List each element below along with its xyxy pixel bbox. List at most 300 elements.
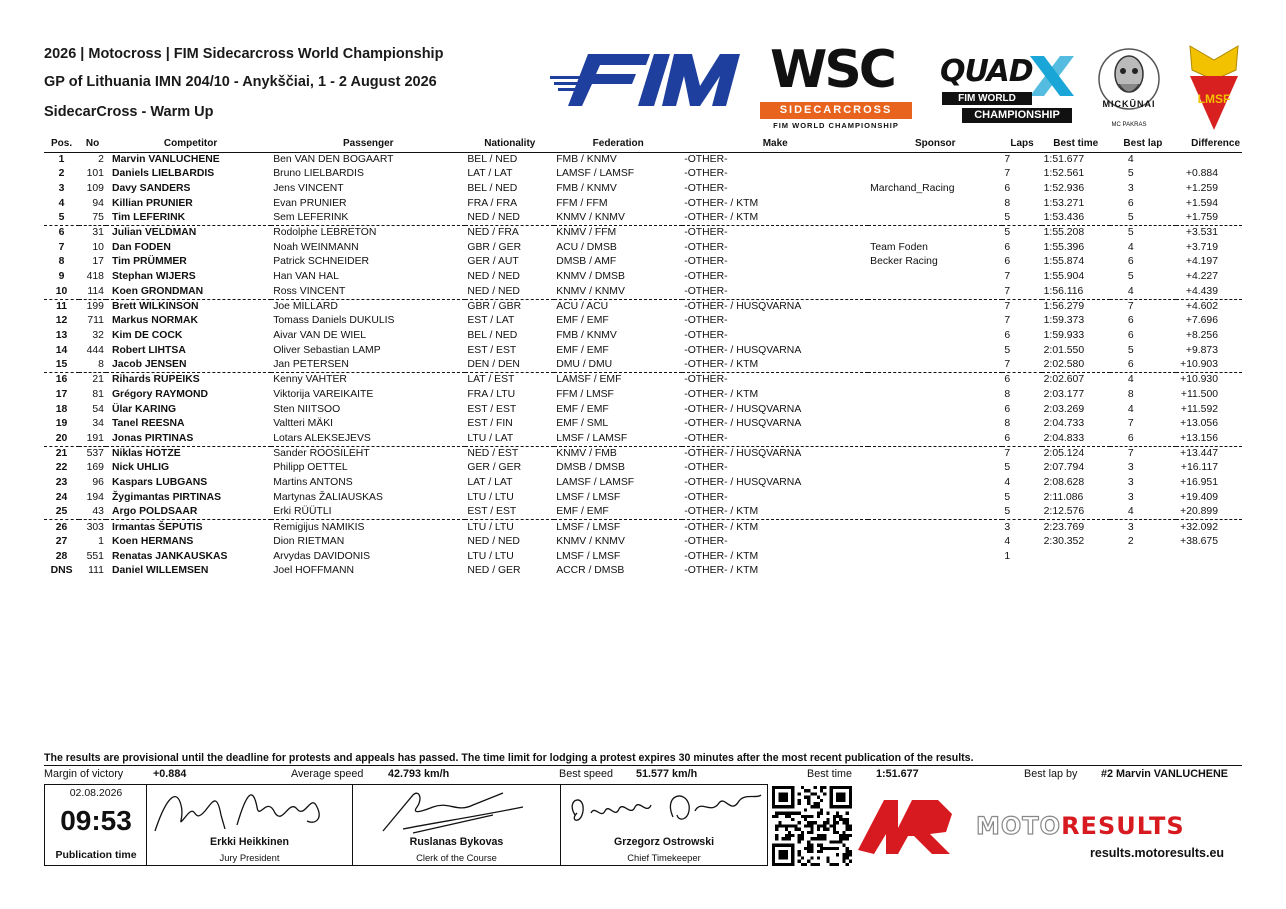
cell-no: 17: [92, 256, 104, 268]
cell-laps: 1: [1004, 550, 1011, 562]
col-header-nationality: Nationality: [465, 136, 554, 152]
signature-name-jury: Erkki Heikkinen: [210, 836, 289, 848]
cell-best-time: 1:59.933: [1043, 329, 1085, 341]
cell-pos: 16: [44, 373, 79, 388]
signature-image-jury: [147, 785, 353, 837]
cell-best-time: 2:05.124: [1042, 446, 1110, 461]
cell-passenger: Oliver Sebastian LAMP: [273, 344, 381, 356]
cell-no: 34: [92, 418, 104, 430]
cell-best-lap: 6: [1127, 329, 1134, 341]
cell-laps: 6: [1004, 403, 1011, 415]
cell-best-lap: 7: [1110, 446, 1176, 461]
cell-pos: 26: [44, 520, 79, 535]
table-row: [44, 152, 1242, 167]
cell-passenger: Jan PETERSEN: [273, 359, 349, 371]
cell-pos: 14: [55, 344, 68, 356]
quadx-sub-line2: CHAMPIONSHIP: [962, 108, 1072, 123]
col-header-no: No: [79, 136, 106, 152]
qr-code[interactable]: [772, 786, 852, 866]
cell-competitor: Argo POLDSAAR: [111, 506, 198, 518]
cell-laps: 7: [1002, 299, 1041, 314]
cell-make: -OTHER- / KTM: [684, 388, 759, 400]
results-body: [44, 152, 1242, 579]
cell-no: 191: [86, 432, 104, 444]
cell-best-time: [1042, 549, 1110, 564]
cell-difference: +3.531: [1176, 226, 1242, 241]
cell-difference: [1176, 549, 1242, 564]
cell-sponsor: [868, 461, 1002, 476]
cell-best-lap: 5: [1127, 168, 1134, 180]
table-row: [44, 211, 1242, 226]
table-row: [44, 240, 1242, 255]
cell-passenger: Sten NIITSOO: [273, 403, 341, 415]
mickunai-subtext: MC PAKRAS: [1111, 122, 1147, 128]
table-row: [44, 446, 1242, 461]
cell-difference: +19.409: [1180, 491, 1218, 503]
table-row: [44, 476, 1242, 491]
cell-competitor: Grégory RAYMOND: [111, 388, 208, 400]
cell-sponsor: [868, 446, 1002, 461]
cell-sponsor: [868, 270, 1002, 285]
cell-competitor: Tim PRÜMMER: [111, 256, 187, 268]
cell-passenger: Kenny VAHTER: [271, 373, 465, 388]
cell-nationality: NED / NED: [467, 536, 520, 548]
cell-federation: EMF / EMF: [556, 403, 609, 415]
cell-pos: 19: [55, 418, 68, 430]
cell-best-time: 2:03.269: [1043, 403, 1085, 415]
publication-date: 02.08.2026: [69, 787, 123, 799]
cell-make: -OTHER- / HUSQVARNA: [684, 403, 802, 415]
cell-competitor: Tanel REESNA: [111, 418, 185, 430]
cell-best-lap: [1110, 564, 1176, 579]
cell-competitor: Kaspars LUBGANS: [111, 477, 208, 489]
cell-difference: +8.256: [1185, 329, 1218, 341]
sponsor-logos: [550, 40, 1250, 135]
publication-cell: [45, 785, 147, 865]
cell-sponsor: [868, 564, 1002, 579]
cell-federation: KNMV / KNMV: [556, 211, 625, 223]
cell-best-time: 2:01.550: [1043, 344, 1085, 356]
cell-make: -OTHER-: [684, 182, 728, 194]
cell-sponsor: [868, 284, 1002, 299]
cell-sponsor: [868, 196, 1002, 211]
cell-sponsor: [868, 299, 1002, 314]
col-header-laps: Laps: [1002, 136, 1041, 152]
cell-make: -OTHER-: [684, 432, 728, 444]
results-table: [44, 136, 1242, 579]
cell-best-lap: 4: [1127, 403, 1134, 415]
cell-difference: +10.903: [1180, 359, 1218, 371]
cell-make: -OTHER-: [682, 226, 868, 241]
lmsf-text: LMSF: [1197, 92, 1231, 106]
cell-difference: +32.092: [1176, 520, 1242, 535]
cell-best-lap: 3: [1110, 520, 1176, 535]
table-row: [44, 505, 1242, 520]
cell-nationality: GER / GER: [467, 462, 522, 474]
cell-sponsor: [868, 491, 1002, 506]
cell-make: -OTHER-: [684, 329, 728, 341]
cell-sponsor: [868, 402, 1002, 417]
cell-no: 194: [86, 491, 104, 503]
cell-pos: 20: [55, 432, 68, 444]
cell-no: 1: [98, 536, 104, 548]
cell-laps: 5: [1004, 211, 1011, 223]
cell-best-lap: 4: [1127, 506, 1134, 518]
cell-pos: 18: [55, 403, 68, 415]
mickunai-text: MICKŪNAI: [1102, 99, 1156, 109]
cell-passenger: Noah WEINMANN: [273, 241, 359, 253]
wsc-logo: [760, 40, 915, 135]
cell-best-time: 1:56.279: [1042, 299, 1110, 314]
cell-make: -OTHER-: [684, 285, 728, 297]
cell-sponsor: [868, 476, 1002, 491]
cell-nationality: LTU / LAT: [467, 432, 514, 444]
cell-federation: KNMV / KNMV: [556, 285, 625, 297]
table-row: [44, 520, 1242, 535]
cell-no: 114: [87, 285, 104, 297]
cell-passenger: Patrick SCHNEIDER: [273, 256, 370, 268]
session-title: SidecarCross - Warm Up: [44, 104, 214, 120]
cell-make: -OTHER- / KTM: [684, 506, 759, 518]
cell-best-time: 1:52.561: [1043, 168, 1085, 180]
cell-laps: 7: [1004, 153, 1011, 165]
cell-competitor: Daniels LIELBARDIS: [111, 168, 215, 180]
cell-make: -OTHER- / HUSQVARNA: [684, 477, 802, 489]
cell-pos: DNS: [50, 565, 73, 577]
cell-best-lap: 3: [1127, 477, 1134, 489]
cell-sponsor: [868, 329, 1002, 344]
cell-laps: 6: [1004, 432, 1011, 444]
cell-make: -OTHER-: [684, 241, 728, 253]
quadx-logo: [932, 54, 1082, 130]
cell-make: -OTHER- / HUSQVARNA: [682, 446, 868, 461]
cell-sponsor: [868, 417, 1002, 432]
cell-best-lap: 4: [1127, 153, 1134, 165]
cell-nationality: BEL / NED: [467, 153, 518, 165]
cell-passenger: Bruno LIELBARDIS: [273, 168, 364, 180]
fim-logo: [550, 46, 756, 108]
col-header-best-lap: Best lap: [1110, 136, 1176, 152]
table-row: [44, 181, 1242, 196]
best-time-label: Best time: [807, 768, 853, 780]
signature-name-clerk: Ruslanas Bykovas: [409, 836, 504, 848]
signature-image-clerk: [353, 785, 561, 837]
cell-make: -OTHER-: [684, 315, 728, 327]
col-header-make: Make: [682, 136, 868, 152]
cell-sponsor: [868, 388, 1002, 403]
cell-competitor: Julian VELDMAN: [106, 226, 271, 241]
cell-pos: 28: [55, 550, 68, 562]
cell-difference: +13.156: [1180, 432, 1218, 444]
cell-pos: 2: [58, 168, 65, 180]
cell-nationality: LAT / LAT: [467, 477, 513, 489]
avg-speed-value: 42.793 km/h: [388, 768, 450, 780]
cell-passenger: Joe MILLARD: [271, 299, 465, 314]
cell-best-time: 1:51.677: [1043, 153, 1085, 165]
table-row: [44, 226, 1242, 241]
cell-no: 101: [86, 168, 104, 180]
signature-image-timekeeper: [561, 785, 767, 837]
cell-nationality: NED / GER: [467, 565, 521, 577]
cell-laps: 3: [1002, 520, 1041, 535]
cell-laps: 7: [1004, 168, 1011, 180]
col-header-pos: Pos.: [44, 136, 79, 152]
cell-competitor: Ülar KARING: [111, 403, 177, 415]
cell-federation: KNMV / DMSB: [556, 271, 625, 283]
cell-no: 551: [86, 550, 104, 562]
cell-passenger: Philipp OETTEL: [273, 462, 348, 474]
cell-best-time: 1:55.874: [1043, 256, 1085, 268]
cell-competitor: Brett WILKINSON: [106, 299, 271, 314]
cell-make: -OTHER- / KTM: [684, 550, 759, 562]
cell-pos: 6: [44, 226, 79, 241]
cell-federation: LAMSF / LAMSF: [556, 168, 635, 180]
cell-difference: +7.696: [1185, 315, 1218, 327]
col-header-federation: Federation: [554, 136, 682, 152]
cell-federation: FFM / LMSF: [556, 388, 614, 400]
cell-sponsor: Becker Racing: [870, 256, 938, 268]
cell-laps: 5: [1004, 344, 1011, 356]
signature-role-timekeeper: Chief Timekeeper: [627, 852, 701, 863]
cell-laps: [1002, 564, 1041, 579]
cell-sponsor: [868, 432, 1002, 447]
cell-passenger: Ben VAN DEN BOGAART: [273, 153, 394, 165]
wsc-sub-banner: SIDECARCROSS: [760, 102, 912, 119]
cell-best-lap: 4: [1127, 285, 1134, 297]
cell-passenger: Evan PRUNIER: [273, 197, 347, 209]
cell-no: 2: [98, 153, 104, 165]
cell-no: 96: [92, 477, 104, 489]
cell-federation: ACU / DMSB: [556, 241, 617, 253]
cell-difference: +16.117: [1180, 462, 1218, 474]
cell-passenger: Joel HOFFMANN: [273, 565, 355, 577]
cell-make: -OTHER- / KTM: [684, 359, 759, 371]
cell-difference: +38.675: [1180, 536, 1218, 548]
cell-no: 32: [92, 329, 104, 341]
cell-best-time: 1:56.116: [1043, 285, 1084, 297]
cell-sponsor: [868, 520, 1002, 535]
motoresults-url[interactable]: results.motoresults.eu: [1090, 846, 1225, 860]
cell-make: -OTHER- / HUSQVARNA: [684, 418, 802, 430]
cell-pos: 4: [58, 197, 65, 209]
cell-difference: +1.594: [1185, 197, 1218, 209]
cell-pos: 7: [58, 241, 65, 253]
cell-no: 111: [88, 565, 104, 577]
cell-best-lap: 6: [1127, 197, 1134, 209]
table-row: [44, 196, 1242, 211]
cell-nationality: LAT / EST: [465, 373, 554, 388]
cell-laps: 6: [1004, 182, 1011, 194]
signature-role-clerk: Clerk of the Course: [416, 852, 497, 863]
avg-speed-label: Average speed: [291, 768, 364, 780]
cell-nationality: GER / AUT: [467, 256, 519, 268]
table-row: [44, 314, 1242, 329]
cell-no: 81: [92, 388, 104, 400]
table-row: [44, 461, 1242, 476]
cell-pos: 11: [44, 299, 79, 314]
cell-federation: LMSF / LAMSF: [556, 432, 628, 444]
cell-competitor: Rihards RUPEIKS: [106, 373, 271, 388]
margin-label: Margin of victory: [44, 768, 124, 780]
provisional-notice: The results are provisional until the deadline for protests and appeals has passed. The time limit for lodging a protest expires 30 minutes after the most recent publication of the results.: [44, 752, 1242, 766]
cell-federation: FFM / FFM: [556, 197, 608, 209]
table-row: [44, 417, 1242, 432]
lmsf-emblem: [1186, 40, 1242, 132]
best-time-value: 1:51.677: [876, 768, 919, 780]
cell-best-lap: 4: [1110, 373, 1176, 388]
cell-competitor: Robert LIHTSA: [111, 344, 186, 356]
cell-passenger: Han VAN HAL: [273, 271, 339, 283]
cell-competitor: Markus NORMAK: [111, 315, 198, 327]
cell-best-lap: 8: [1127, 388, 1134, 400]
cell-best-lap: 5: [1127, 211, 1134, 223]
cell-nationality: NED / FRA: [465, 226, 554, 241]
cell-federation: FMB / KNMV: [556, 182, 617, 194]
cell-best-time: 2:08.628: [1043, 477, 1085, 489]
cell-make: -OTHER- / KTM: [682, 520, 868, 535]
motoresults-word-moto: MOTO: [976, 812, 1062, 840]
cell-sponsor: Marchand_Racing: [870, 182, 955, 194]
cell-passenger: Valtteri MÄKI: [273, 418, 334, 430]
cell-laps: 6: [1004, 256, 1011, 268]
cell-make: -OTHER-: [684, 462, 728, 474]
cell-competitor: Nick UHLIG: [111, 462, 170, 474]
cell-laps: 5: [1004, 506, 1011, 518]
cell-competitor: Žygimantas PIRTINAS: [111, 491, 222, 503]
event-venue: GP of Lithuania IMN 204/10 - Anykščiai, 1 - 2 August 2026: [44, 74, 437, 90]
cell-passenger: Viktorija VAREIKAITE: [273, 388, 374, 400]
cell-sponsor: Team Foden: [870, 241, 928, 253]
cell-pos: 13: [55, 329, 68, 341]
cell-best-lap: 6: [1127, 432, 1134, 444]
cell-sponsor: [868, 152, 1002, 167]
cell-pos: 24: [55, 491, 68, 503]
signature-cell-clerk: [353, 785, 561, 865]
table-row: [44, 491, 1242, 506]
cell-best-lap: 4: [1127, 241, 1134, 253]
cell-competitor: Tim LEFERINK: [111, 211, 186, 223]
cell-no: 169: [86, 462, 104, 474]
col-header-best-time: Best time: [1042, 136, 1110, 152]
col-header-sponsor: Sponsor: [868, 136, 1002, 152]
cell-no: 418: [86, 271, 104, 283]
cell-passenger: Erki RÜÜTLI: [273, 506, 332, 518]
cell-competitor: Renatas JANKAUSKAS: [111, 550, 228, 562]
cell-difference: +3.719: [1185, 241, 1218, 253]
cell-passenger: Martins ANTONS: [273, 477, 353, 489]
cell-make: -OTHER- / KTM: [684, 211, 759, 223]
best-lap-by-label: Best lap by: [1024, 768, 1078, 780]
table-row: [44, 270, 1242, 285]
cell-pos: 22: [55, 462, 68, 474]
cell-pos: 9: [58, 271, 65, 283]
cell-no: 94: [92, 197, 104, 209]
table-row: [44, 255, 1242, 270]
cell-laps: 5: [1004, 491, 1011, 503]
cell-pos: 12: [55, 315, 68, 327]
cell-sponsor: [868, 314, 1002, 329]
cell-pos: 23: [55, 477, 68, 489]
cell-difference: +13.447: [1176, 446, 1242, 461]
table-row: [44, 564, 1242, 579]
cell-no: 303: [79, 520, 106, 535]
cell-difference: +1.759: [1185, 211, 1218, 223]
cell-laps: 7: [1004, 271, 1011, 283]
cell-difference: +11.592: [1180, 403, 1218, 415]
cell-best-lap: 7: [1127, 418, 1134, 430]
cell-laps: 7: [1002, 446, 1041, 461]
cell-difference: +0.884: [1185, 168, 1218, 180]
table-row: [44, 343, 1242, 358]
col-header-difference: Difference: [1176, 136, 1242, 152]
cell-pos: 5: [58, 211, 65, 223]
cell-best-lap: 3: [1127, 462, 1134, 474]
cell-competitor: Niklas HOTZE: [106, 446, 271, 461]
cell-difference: +11.500: [1180, 388, 1218, 400]
cell-nationality: FRA / LTU: [467, 388, 516, 400]
cell-nationality: BEL / NED: [467, 329, 518, 341]
cell-laps: 8: [1004, 197, 1011, 209]
cell-best-time: 2:04.733: [1043, 418, 1085, 430]
cell-passenger: Rodolphe LEBRETON: [271, 226, 465, 241]
cell-federation: KNMV / FMB: [554, 446, 682, 461]
cell-no: 10: [92, 241, 104, 253]
cell-competitor: Koen GRONDMAN: [111, 285, 204, 297]
cell-difference: +9.873: [1185, 344, 1218, 356]
cell-best-time: 1:53.271: [1043, 197, 1085, 209]
cell-difference: +1.259: [1185, 182, 1218, 194]
cell-difference: +10.930: [1176, 373, 1242, 388]
cell-best-lap: 6: [1127, 359, 1134, 371]
cell-nationality: EST / EST: [467, 403, 517, 415]
table-row: [44, 373, 1242, 388]
cell-laps: 5: [1002, 226, 1041, 241]
cell-difference: [1176, 564, 1242, 579]
table-row: [44, 358, 1242, 373]
cell-difference: +13.056: [1180, 418, 1218, 430]
cell-no: 31: [79, 226, 106, 241]
cell-laps: 6: [1004, 241, 1011, 253]
col-header-passenger: Passenger: [271, 136, 465, 152]
cell-laps: 4: [1004, 536, 1011, 548]
cell-nationality: NED / NED: [467, 271, 520, 283]
cell-passenger: Martynas ŽALIAUSKAS: [273, 491, 383, 503]
cell-nationality: EST / EST: [467, 506, 517, 518]
motoresults-emblem: [858, 794, 962, 856]
cell-best-time: 2:07.794: [1043, 462, 1085, 474]
cell-nationality: BEL / NED: [467, 182, 518, 194]
cell-passenger: Arvydas DAVIDONIS: [273, 550, 371, 562]
cell-federation: DMSB / DMSB: [556, 462, 625, 474]
cell-no: 75: [92, 211, 104, 223]
cell-no: 711: [87, 315, 104, 327]
best-speed-value: 51.577 km/h: [636, 768, 698, 780]
cell-make: -OTHER-: [684, 168, 728, 180]
race-stats: [44, 768, 1242, 783]
cell-no: 54: [92, 403, 104, 415]
cell-nationality: LAT / LAT: [467, 168, 513, 180]
margin-value: +0.884: [153, 768, 187, 780]
cell-pos: 15: [55, 359, 68, 371]
cell-make: -OTHER- / HUSQVARNA: [684, 344, 802, 356]
cell-federation: LMSF / LMSF: [556, 491, 621, 503]
cell-make: -OTHER-: [684, 491, 728, 503]
cell-no: 8: [98, 359, 104, 371]
table-row: [44, 432, 1242, 447]
cell-federation: EMF / EMF: [556, 506, 609, 518]
cell-make: -OTHER- / KTM: [684, 197, 759, 209]
cell-nationality: LTU / LTU: [467, 491, 514, 503]
